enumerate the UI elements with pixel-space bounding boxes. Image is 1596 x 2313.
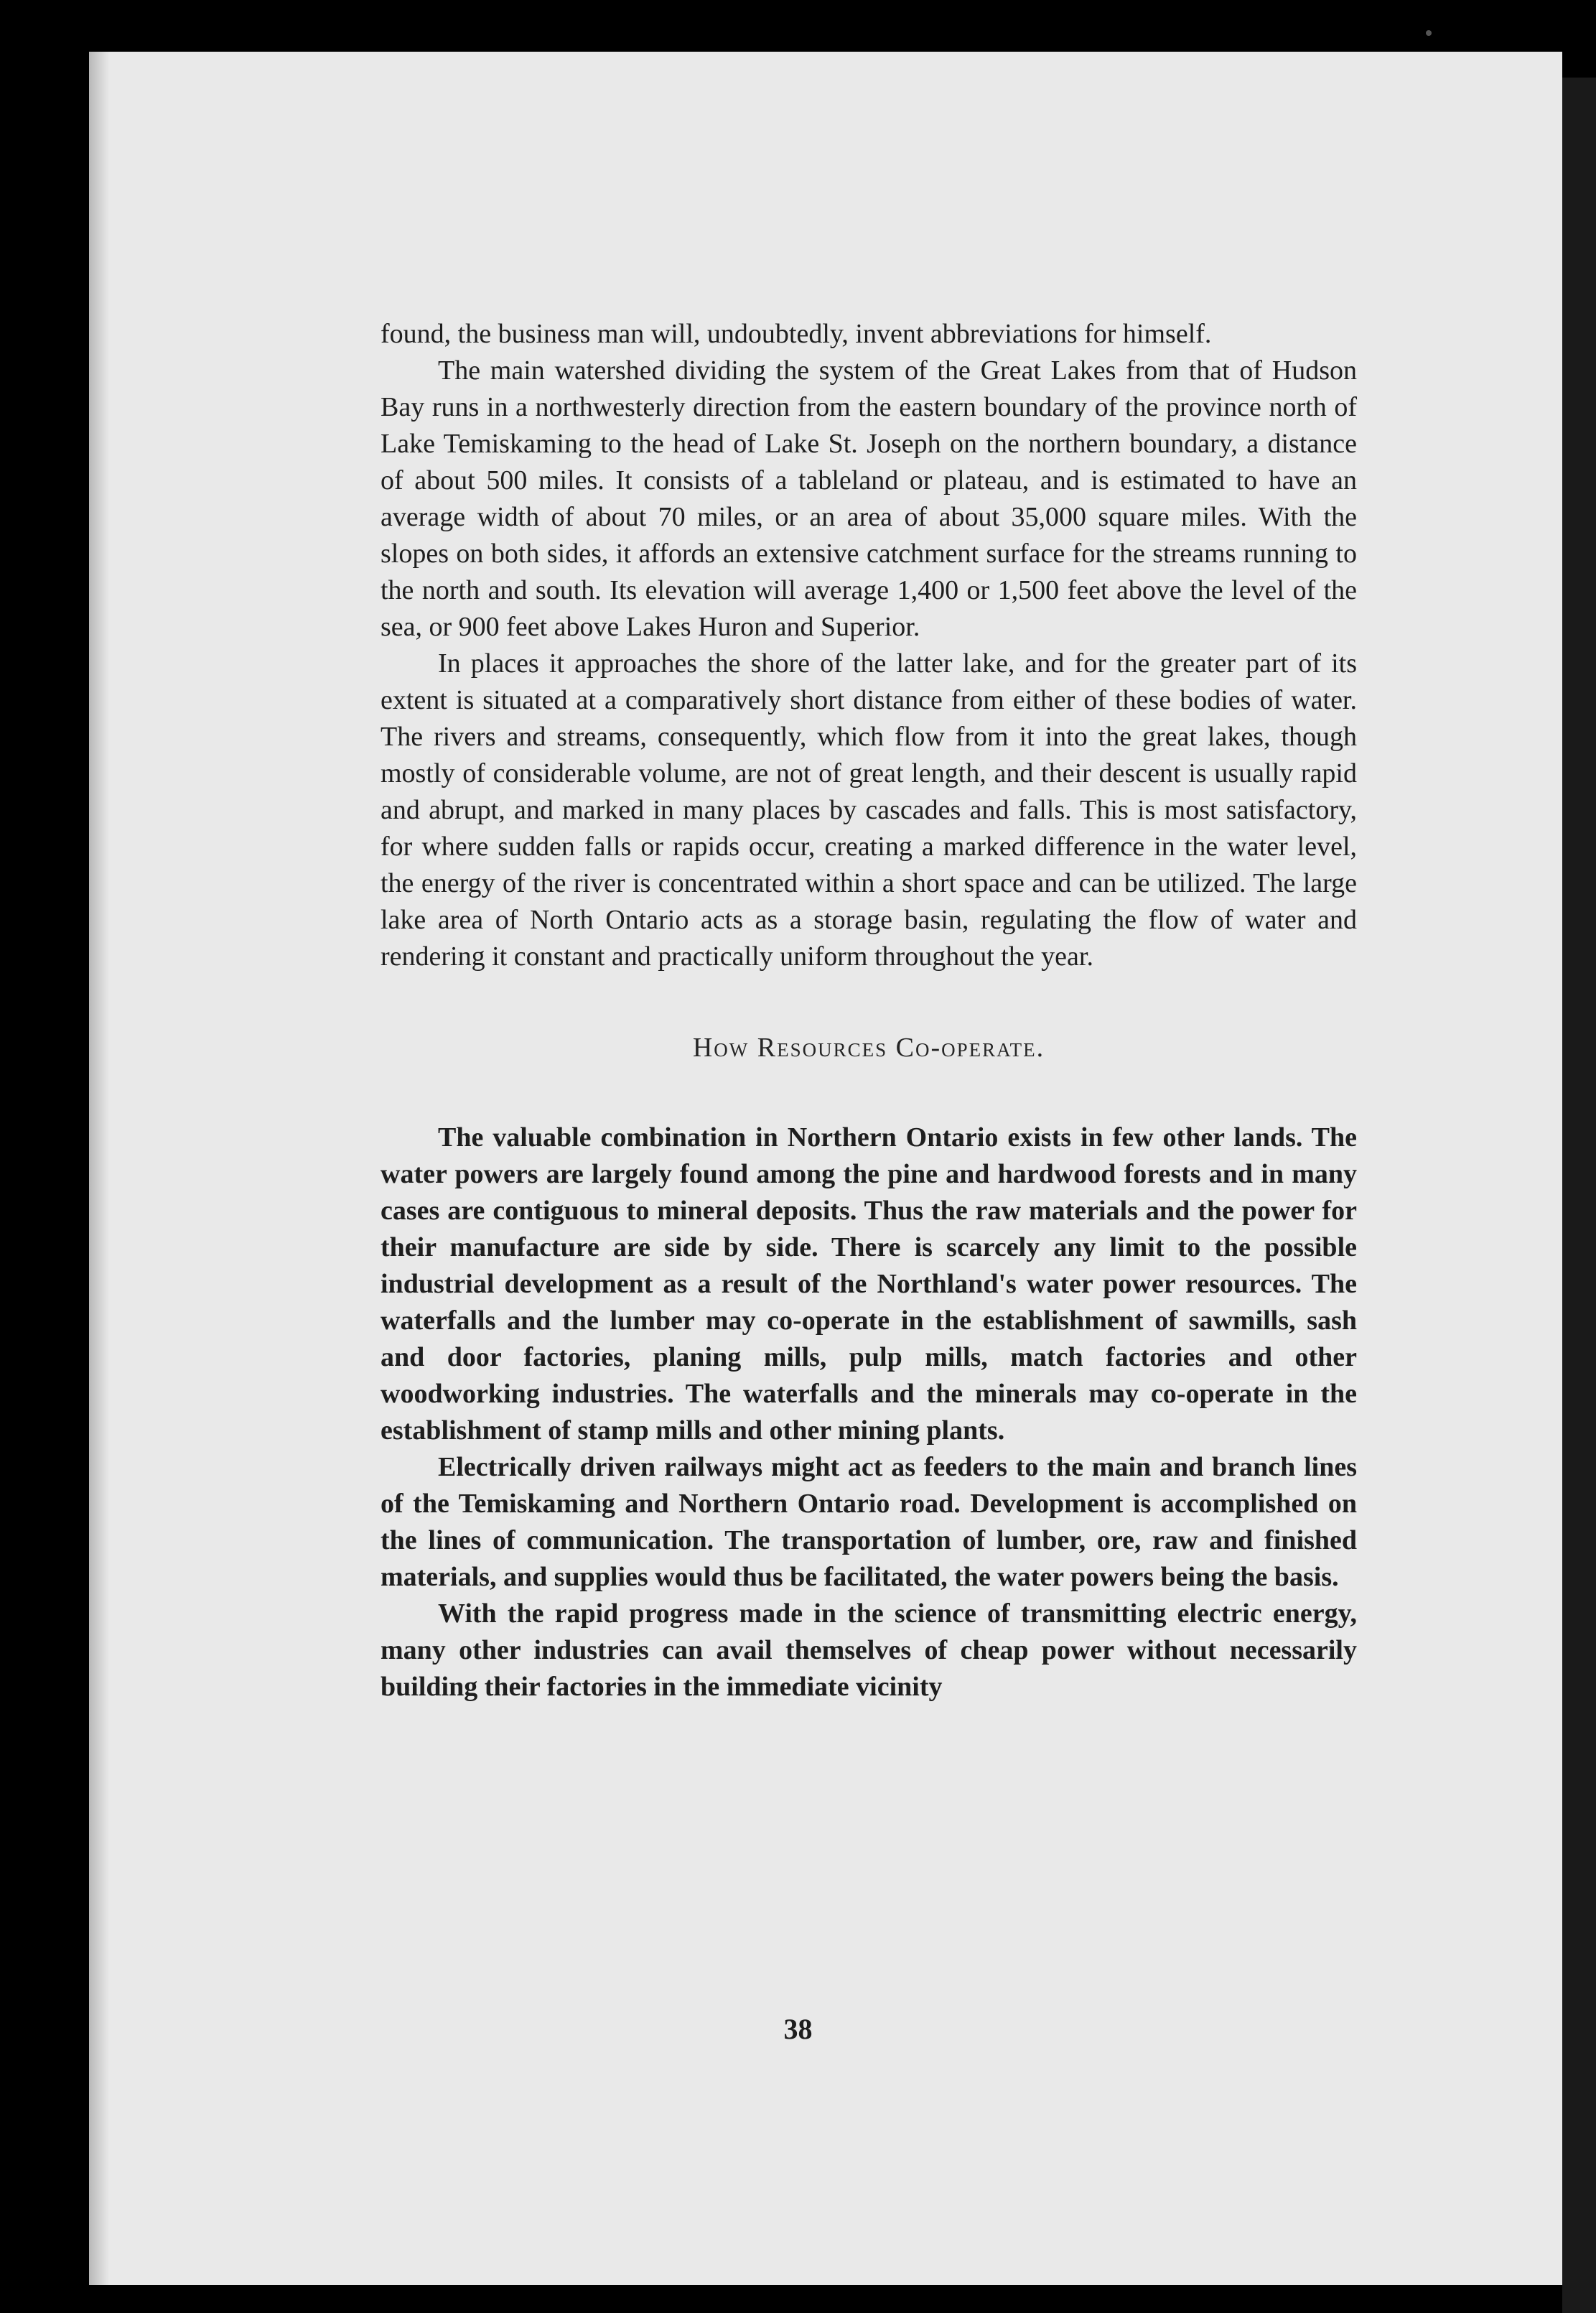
paragraph-4: The valuable combination in Northern Ontario exists in few other lands. The water powers are largely found among the pine and hardwood forests and in many cases are contiguous to mineral deposits. Thus the raw materials and the power for their manufacture are side by side. There is scarcely any limit to the possible industrial development as a result of the Northland's water power resources. The waterfalls and the lumber may co-operate in the establishment of sawmills, sash and door factories, planing mills, pulp mills, match factories and other woodworking industries. The waterfalls and the minerals may co-operate in the establishment of stamp mills and other mining plants. [381,1122,1357,1446]
section-heading: How Resources Co-operate. [692,1033,1045,1063]
paragraph-5: Electrically driven railways might act as feeders to the main and branch lines of the Temiskaming and Northern Ontario road. Development is accomplished on the lines of communication. The transportation of lumber, ore, raw and finished materials, and supplies would thus be facilitated, the water powers being the basis. [381,1452,1357,1592]
page-number: 38 [783,2013,813,2045]
paragraph-1: found, the business man will, undoubtedly, invent abbreviations for himself. [381,319,1212,349]
paragraph-2: The main watershed dividing the system of the Great Lakes from that of Hudson Bay runs in a northwesterly direction from the eastern boundary of the province north of Lake Temiskaming to the head of Lake St. Joseph on the northern boundary, a distance of about 500 miles. It consists of a tableland or plateau, and is estimated to have an average width of about 70 miles, or an area of about 35,000 square miles. With the slopes on both sides, it affords an extensive catchment surface for the streams running to the north and south. Its elevation will average 1,400 or 1,500 feet above the level of the sea, or 900 feet above Lakes Huron and Superior. [381,355,1357,642]
page-gutter [89,52,109,2285]
page-edge-shadow [1562,78,1596,2313]
paragraph-3: In places it approaches the shore of the latter lake, and for the greater part of its extent is situated at a comparatively short distance from either of these bodies of water. The rivers and streams, consequently, which flow from it into the great lakes, though mostly of considerable volume, are not of great length, and their descent is usually rapid and abrupt, and marked in many places by cascades and falls. This is most satisfactory, for where sudden falls or rapids occur, creating a marked difference in the water level, the energy of the river is concentrated within a short space and can be utilized. The large lake area of North Ontario acts as a storage basin, regulating the flow of water and rendering it constant and practically uniform throughout the year. [381,648,1357,972]
paragraph-6: With the rapid progress made in the science of transmitting electric energy, many other industries can avail themselves of cheap power without necessarily building their factories in the immediate vicinity [381,1598,1357,1702]
page-text-block [381,316,1357,1705]
dust-speck [1426,30,1432,36]
